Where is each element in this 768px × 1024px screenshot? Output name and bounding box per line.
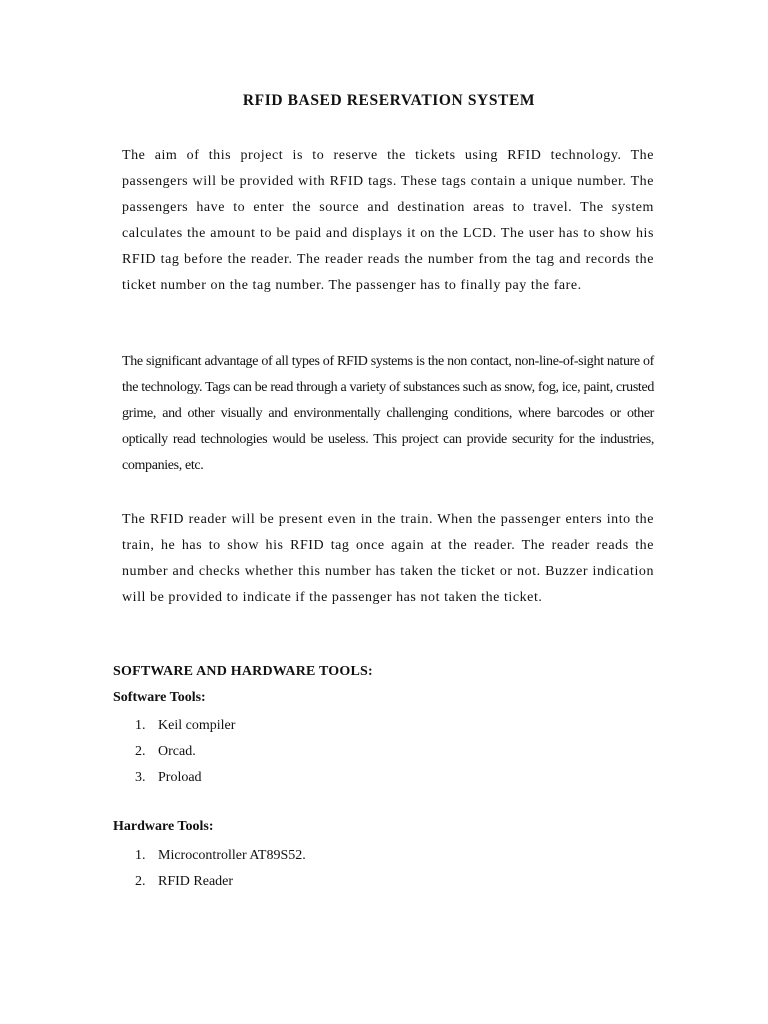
tools-section-heading: SOFTWARE AND HARDWARE TOOLS:	[113, 664, 373, 679]
list-item-label: RFID Reader	[158, 874, 234, 889]
list-item-number: 3.	[135, 770, 146, 785]
list-item-number: 1.	[135, 848, 146, 863]
list-item-label: Microcontroller AT89S52.	[158, 848, 306, 863]
list-item-label: Proload	[158, 770, 202, 785]
paragraph-project-aim: The aim of this project is to reserve the tickets using RFID technology. The passengers will be provided with RFID tags. These tags contain a unique number. The passengers have to enter the source and destination areas to travel. The system calculates the amount to be paid and displays it on the LCD. The user has to show his RFID tag before the reader. The reader reads the number from the tag and records the ticket number on the tag number. The passenger has to finally pay the fare.	[122, 148, 654, 293]
list-item-number: 2.	[135, 744, 146, 759]
document-title: RFID BASED RESERVATION SYSTEM	[242, 92, 536, 109]
list-item-label: Orcad.	[158, 744, 196, 759]
paragraph-rfid-advantage: The significant advantage of all types of RFID systems is the non contact, non-line-of-sight nature of the technology. Tags can be read through a variety of substances such as snow, fog, ice, paint, crusted grime, and other visually and environmentally challenging conditions, where barcodes or other optically read technologies would be useless. This project can provide security for the industries, companies, etc.	[122, 354, 654, 473]
hardware-tools-heading: Hardware Tools:	[113, 819, 214, 834]
paragraph-train-reader: The RFID reader will be present even in the train. When the passenger enters into the train, he has to show his RFID tag once again at the reader. The reader reads the number and checks whether this number has taken the ticket or not. Buzzer indication will be provided to indicate if the passenger has not taken the ticket.	[122, 512, 654, 605]
list-item-number: 1.	[135, 718, 146, 733]
list-item-label: Keil compiler	[158, 718, 236, 733]
software-tools-heading: Software Tools:	[113, 690, 206, 705]
list-item-number: 2.	[135, 874, 146, 889]
